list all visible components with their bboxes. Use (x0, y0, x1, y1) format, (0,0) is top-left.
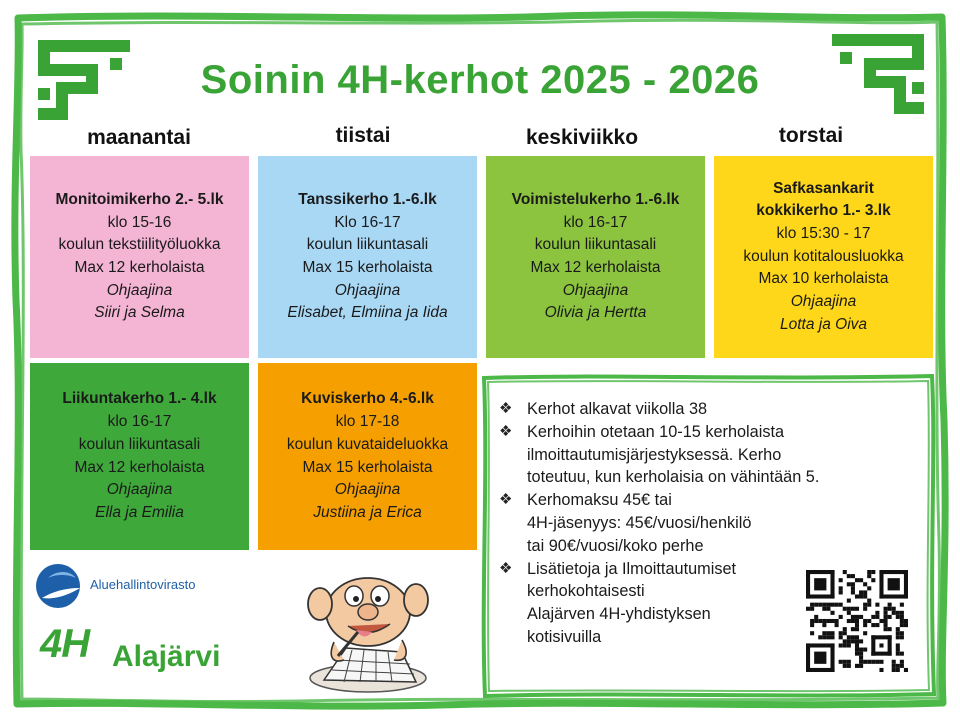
info-line: toteutuu, kun kerholaisia on vähintään 5. (527, 468, 820, 487)
info-line: Lisätietoja ja Ilmoittautumiset (527, 559, 737, 578)
club-capacity: Max 10 kerholaista (758, 270, 889, 288)
info-line: 4H-jäsenyys: 45€/vuosi/henkilö (527, 513, 752, 532)
club-capacity: Max 15 kerholaista (302, 458, 433, 476)
info-item (497, 398, 917, 421)
club-name: Safkasankarit (773, 179, 874, 197)
club-capacity: Max 15 kerholaista (302, 259, 433, 276)
club-location: koulun kotitalousluokka (743, 247, 904, 265)
club-card-voimistelukerho (486, 156, 705, 358)
club-instructors-label: Ohjaajina (106, 481, 173, 499)
diamond-bullet-icon: ❖ (499, 422, 513, 440)
club-card-kuviskerho (258, 363, 477, 550)
club-instructors: Justiina ja Erica (313, 503, 422, 521)
club-card-tanssikerho (258, 156, 477, 358)
diamond-bullet-icon: ❖ (499, 400, 513, 417)
club-name: Monitoimikerho 2.- 5.lk (55, 190, 224, 208)
info-item (497, 421, 917, 489)
info-line: Kerhot alkavat viikolla 38 (527, 400, 708, 418)
club-time: klo 16-17 (107, 413, 172, 431)
avi-logo-icon (34, 562, 86, 610)
club-time: klo 17-18 (335, 413, 400, 431)
club-instructors-label: Ohjaajina (106, 281, 173, 299)
club-instructors: Siiri ja Selma (94, 304, 185, 322)
diamond-bullet-icon: ❖ (499, 491, 513, 509)
club-instructors: Ella ja Emilia (95, 503, 184, 521)
club-instructors: Olivia ja Hertta (544, 304, 647, 322)
club-name: Voimistelukerho 1.-6.lk (511, 190, 680, 208)
info-line: kotisivuilla (527, 627, 602, 646)
club-capacity: Max 12 kerholaista (74, 458, 205, 476)
club-instructors-label: Ohjaajina (334, 481, 401, 499)
club-name: Kuviskerho 4.-6.lk (301, 390, 434, 408)
page-title: Soinin 4H-kerhot 2025 - 2026 (200, 58, 760, 102)
club-capacity: Max 12 kerholaista (530, 259, 661, 276)
club-card-safkasankarit (714, 156, 933, 358)
info-line: ilmoittautumisjärjestyksessä. Kerho (527, 445, 782, 464)
club-name: Liikuntakerho 1.- 4.lk (62, 390, 217, 408)
info-line: Kerhomaksu 45€ tai (527, 491, 672, 510)
club-location: koulun kuvataideluokka (286, 435, 449, 453)
club-capacity: Max 12 kerholaista (74, 259, 205, 276)
fourh-logo-place: Alajärvi (112, 640, 221, 673)
qr-code-icon[interactable] (806, 570, 908, 672)
club-location: koulun liikuntasali (534, 236, 657, 254)
club-location: koulun liikuntasali (306, 236, 429, 254)
day-header-monday: maanantai (87, 126, 191, 149)
club-name-line2: kokkikerho 1.- 3.lk (756, 202, 891, 220)
info-line: tai 90€/vuosi/koko perhe (527, 536, 704, 555)
diamond-bullet-icon: ❖ (499, 559, 513, 577)
club-time: klo 15:30 - 17 (776, 224, 871, 242)
club-instructors-label: Ohjaajina (562, 281, 629, 299)
club-time: klo 16-17 (563, 213, 628, 231)
cartoon-illustration (298, 560, 438, 696)
info-line: Kerhoihin otetaan 10-15 kerholaista (527, 422, 785, 441)
club-time: Klo 16-17 (334, 213, 401, 231)
info-line: kerhokohtaisesti (527, 582, 645, 601)
club-instructors-label: Ohjaajina (334, 281, 401, 299)
club-location: koulun liikuntasali (78, 435, 201, 453)
club-time: klo 15-16 (107, 213, 172, 231)
fourh-logo-mark: 4H (40, 622, 90, 666)
club-instructors: Lotta ja Oiva (779, 315, 868, 333)
info-line: Alajärven 4H-yhdistyksen (527, 605, 711, 624)
club-location: koulun tekstiilityöluokka (58, 236, 221, 254)
club-name: Tanssikerho 1.-6.lk (298, 190, 437, 208)
day-header-thursday: torstai (778, 124, 844, 147)
avi-logo-text: Aluehallintovirasto (90, 577, 196, 592)
day-header-tuesday: tiistai (335, 124, 391, 147)
club-instructors: Elisabet, Elmiina ja Iida (287, 304, 448, 322)
day-header-wednesday: keskiviikko (525, 126, 639, 149)
info-item (497, 489, 917, 557)
club-instructors-label: Ohjaajina (790, 293, 857, 311)
club-card-liikuntakerho (30, 363, 249, 550)
club-card-monitoimikerho (30, 156, 249, 358)
